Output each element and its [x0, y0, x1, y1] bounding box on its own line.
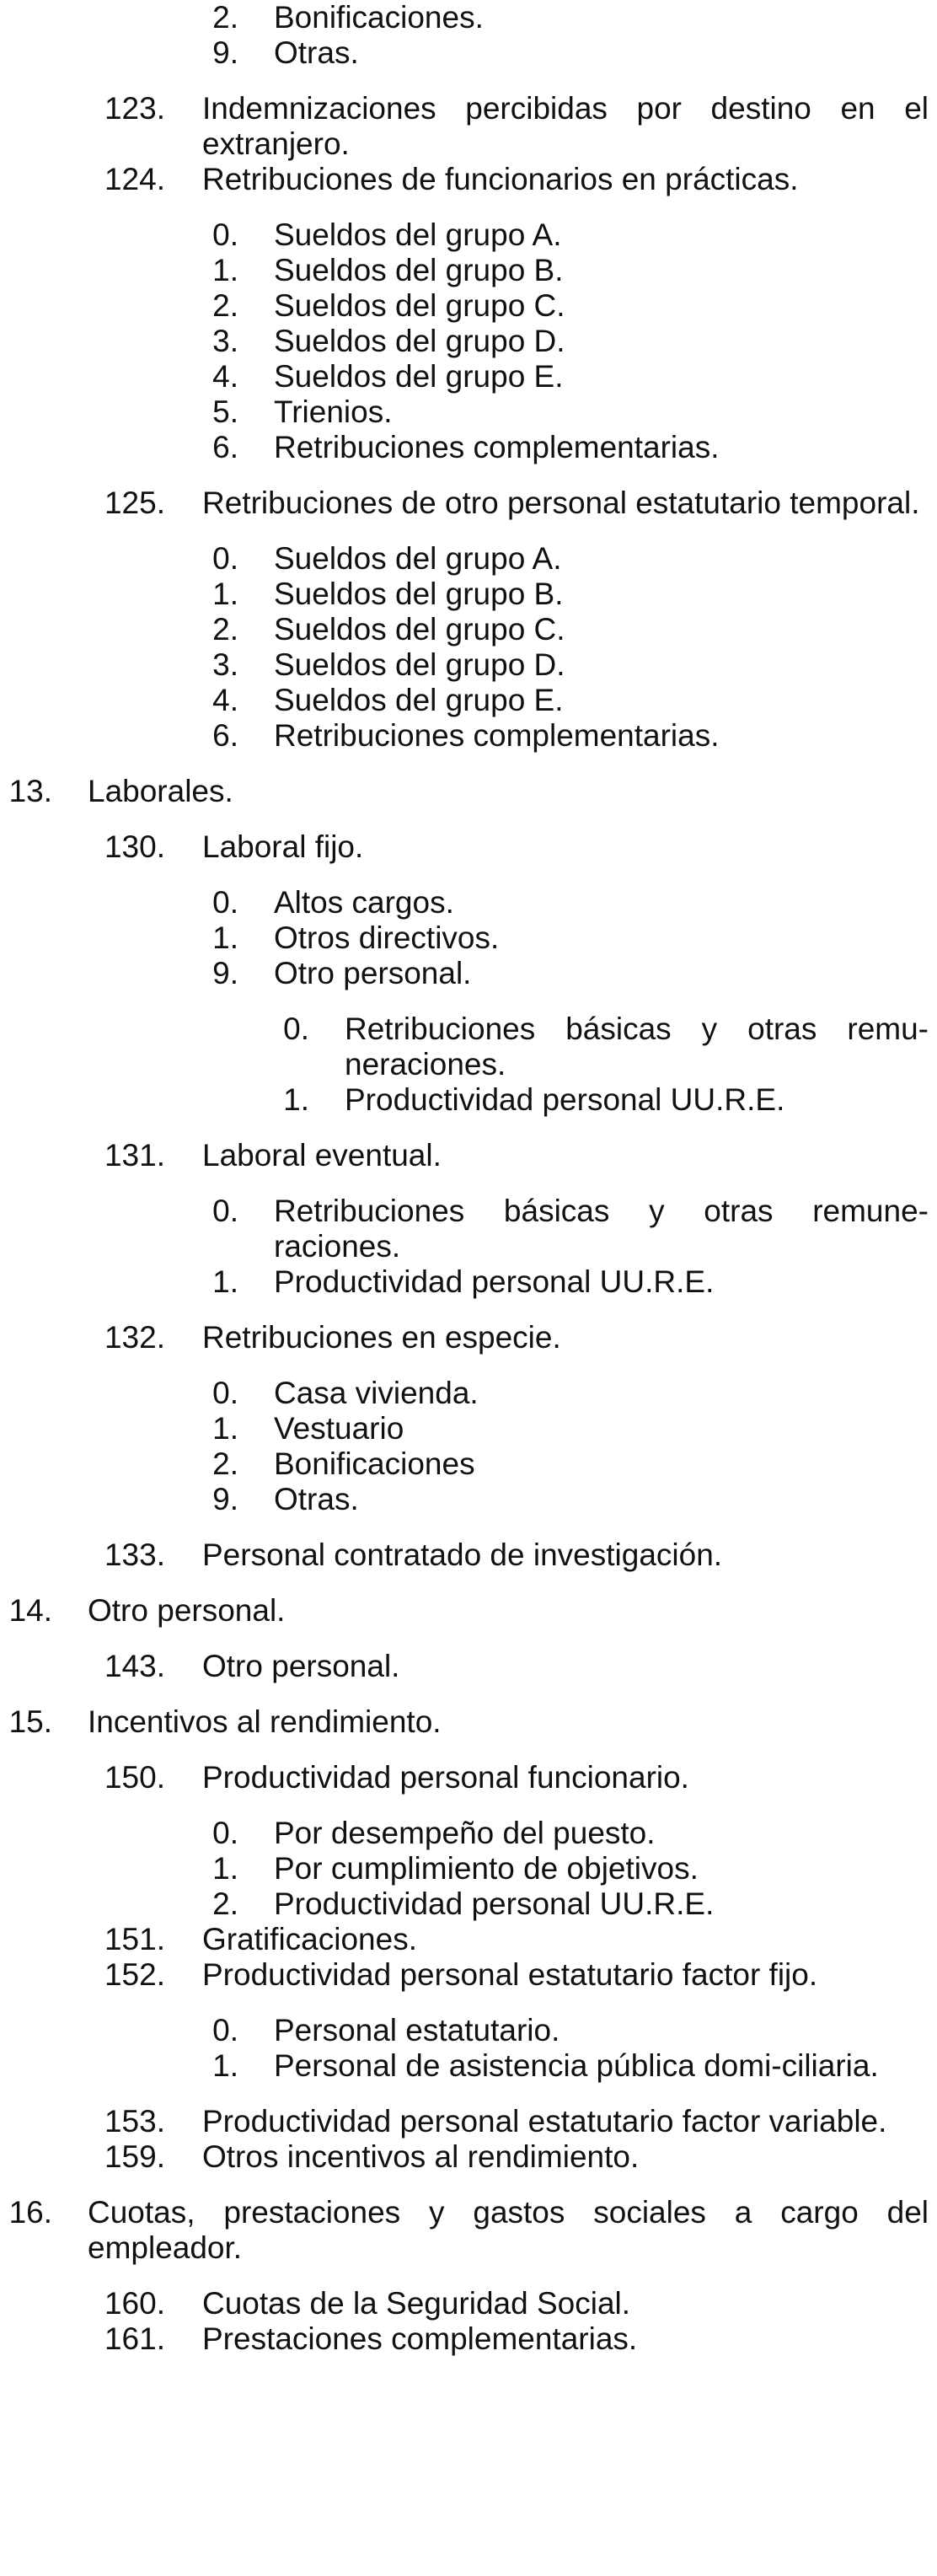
item-code: 1. — [212, 577, 238, 611]
item-label: Sueldos del grupo D. — [274, 324, 565, 358]
item-label: Productividad personal estatutario factor fijo. — [202, 1957, 818, 1992]
list-item — [0, 2195, 937, 2266]
item-label: Sueldos del grupo E. — [274, 359, 564, 394]
list-item — [0, 2104, 937, 2139]
list-item — [0, 1446, 937, 1482]
list-item — [0, 359, 937, 394]
list-item — [0, 1264, 937, 1300]
list-item — [0, 683, 937, 718]
list-item — [0, 1816, 937, 1851]
list-item — [0, 162, 937, 197]
item-code: 161. — [104, 2321, 165, 2356]
item-label: Otro personal. — [202, 1649, 400, 1683]
list-item — [0, 2139, 937, 2175]
list-item — [0, 1012, 937, 1082]
item-code: 0. — [212, 2013, 238, 2047]
list-item — [0, 1411, 937, 1446]
item-label: Retribuciones básicas y otras remu-neraciones. — [345, 1012, 929, 1081]
item-label: Por desempeño del puesto. — [274, 1816, 656, 1850]
list-item — [0, 647, 937, 683]
item-code: 0. — [212, 1816, 238, 1850]
item-code: 4. — [212, 359, 238, 394]
item-label: Otro personal. — [274, 956, 472, 990]
item-code: 123. — [104, 91, 165, 126]
list-item — [0, 885, 937, 920]
item-label: Prestaciones complementarias. — [202, 2321, 638, 2356]
item-label: Retribuciones de funcionarios en prácticas. — [202, 162, 799, 196]
item-label: Otros directivos. — [274, 920, 500, 955]
item-label: Trienios. — [274, 394, 393, 429]
item-code: 6. — [212, 430, 238, 464]
item-code: 125. — [104, 486, 165, 520]
item-label: Sueldos del grupo A. — [274, 541, 562, 576]
list-item — [0, 1649, 937, 1684]
item-code: 159. — [104, 2139, 165, 2174]
list-item — [0, 1482, 937, 1517]
list-item — [0, 1376, 937, 1411]
item-label: Productividad personal UU.R.E. — [274, 1264, 715, 1299]
list-item — [0, 829, 937, 865]
item-code: 133. — [104, 1538, 165, 1572]
item-code: 0. — [212, 217, 238, 252]
list-item — [0, 577, 937, 612]
item-code: 9. — [212, 956, 238, 990]
list-item — [0, 718, 937, 754]
item-label: Sueldos del grupo A. — [274, 217, 562, 252]
list-item — [0, 1760, 937, 1795]
item-label: Indemnizaciones percibidas por destino en el extranjero. — [202, 91, 929, 161]
item-code: 5. — [212, 394, 238, 429]
item-code: 130. — [104, 829, 165, 864]
list-item — [0, 1538, 937, 1573]
item-code: 0. — [212, 885, 238, 920]
item-code: 143. — [104, 1649, 165, 1683]
item-code: 1. — [212, 1411, 238, 1446]
item-label: Otras. — [274, 35, 359, 70]
item-label: Retribuciones básicas y otras remune-raciones. — [274, 1194, 929, 1264]
item-code: 152. — [104, 1957, 165, 1992]
item-code: 0. — [283, 1012, 309, 1046]
item-label: Personal contratado de investigación. — [202, 1538, 723, 1572]
item-code: 4. — [212, 683, 238, 717]
list-item — [0, 0, 937, 35]
item-label: Otro personal. — [88, 1593, 286, 1628]
list-item — [0, 1704, 937, 1740]
item-label: Sueldos del grupo C. — [274, 288, 565, 323]
item-label: Productividad personal funcionario. — [202, 1760, 689, 1795]
item-label: Retribuciones en especie. — [202, 1320, 561, 1355]
item-label: Retribuciones de otro personal estatutario temporal. — [202, 486, 920, 520]
item-label: Otras. — [274, 1482, 359, 1516]
list-item — [0, 253, 937, 288]
item-code: 2. — [212, 288, 238, 323]
item-code: 2. — [212, 612, 238, 647]
item-code: 150. — [104, 1760, 165, 1795]
item-label: Casa vivienda. — [274, 1376, 479, 1410]
item-code: 0. — [212, 1194, 238, 1228]
item-code: 2. — [212, 1886, 238, 1921]
item-label: Altos cargos. — [274, 885, 454, 920]
item-code: 1. — [212, 1264, 238, 1299]
item-label: Retribuciones complementarias. — [274, 718, 720, 753]
item-label: Personal estatutario. — [274, 2013, 560, 2047]
list-item — [0, 956, 937, 991]
item-code: 1. — [283, 1082, 309, 1117]
item-label: Laboral eventual. — [202, 1138, 442, 1173]
item-code: 1. — [212, 1851, 238, 1886]
list-item — [0, 486, 937, 521]
list-item — [0, 2013, 937, 2048]
item-code: 14. — [8, 1593, 52, 1628]
item-code: 1. — [212, 920, 238, 955]
item-label: Gratificaciones. — [202, 1922, 417, 1956]
list-item — [0, 774, 937, 809]
list-item — [0, 430, 937, 465]
item-label: Por cumplimiento de objetivos. — [274, 1851, 699, 1886]
item-code: 124. — [104, 162, 165, 196]
item-label: Incentivos al rendimiento. — [88, 1704, 442, 1739]
list-item — [0, 1851, 937, 1886]
item-label: Sueldos del grupo B. — [274, 577, 564, 611]
list-item — [0, 91, 937, 162]
list-item — [0, 1957, 937, 1993]
item-label: Sueldos del grupo B. — [274, 253, 564, 287]
item-code: 16. — [8, 2195, 52, 2230]
item-code: 1. — [212, 253, 238, 287]
list-item — [0, 1082, 937, 1118]
item-code: 2. — [212, 1446, 238, 1481]
item-code: 9. — [212, 35, 238, 70]
item-label: Sueldos del grupo C. — [274, 612, 565, 647]
item-code: 3. — [212, 324, 238, 358]
item-label: Otros incentivos al rendimiento. — [202, 2139, 640, 2174]
list-item — [0, 2321, 937, 2357]
list-item — [0, 288, 937, 324]
item-label: Cuotas de la Seguridad Social. — [202, 2286, 631, 2321]
list-item — [0, 35, 937, 71]
list-item — [0, 1922, 937, 1957]
list-item — [0, 2048, 937, 2084]
list-item — [0, 541, 937, 577]
item-code: 0. — [212, 1376, 238, 1410]
list-item — [0, 1194, 937, 1264]
item-label: Retribuciones complementarias. — [274, 430, 720, 464]
list-item — [0, 324, 937, 359]
item-label: Productividad personal UU.R.E. — [345, 1082, 785, 1117]
list-item — [0, 1886, 937, 1922]
list-item — [0, 2286, 937, 2321]
item-label: Productividad personal estatutario factor variable. — [202, 2104, 887, 2139]
list-item — [0, 1138, 937, 1173]
item-code: 2. — [212, 0, 238, 35]
item-code: 160. — [104, 2286, 165, 2321]
item-code: 151. — [104, 1922, 165, 1956]
item-label: Productividad personal UU.R.E. — [274, 1886, 715, 1921]
item-code: 9. — [212, 1482, 238, 1516]
list-item — [0, 1593, 937, 1629]
item-code: 15. — [8, 1704, 52, 1739]
item-label: Bonificaciones — [274, 1446, 475, 1481]
list-item — [0, 217, 937, 253]
item-label: Personal de asistencia pública domi-ciliaria. — [274, 2048, 879, 2083]
item-label: Bonificaciones. — [274, 0, 484, 35]
list-item — [0, 394, 937, 430]
item-code: 0. — [212, 541, 238, 576]
item-code: 132. — [104, 1320, 165, 1355]
item-label: Vestuario — [274, 1411, 404, 1446]
item-code: 1. — [212, 2048, 238, 2083]
item-code: 131. — [104, 1138, 165, 1173]
item-code: 13. — [8, 774, 52, 808]
list-item — [0, 1320, 937, 1355]
item-code: 3. — [212, 647, 238, 682]
item-label: Laboral fijo. — [202, 829, 364, 864]
item-label: Sueldos del grupo E. — [274, 683, 564, 717]
list-item — [0, 920, 937, 956]
item-label: Laborales. — [88, 774, 233, 808]
list-item — [0, 612, 937, 647]
item-label: Sueldos del grupo D. — [274, 647, 565, 682]
item-label: Cuotas, prestaciones y gastos sociales a cargo del empleador. — [88, 2195, 929, 2265]
item-code: 6. — [212, 718, 238, 753]
item-code: 153. — [104, 2104, 165, 2139]
